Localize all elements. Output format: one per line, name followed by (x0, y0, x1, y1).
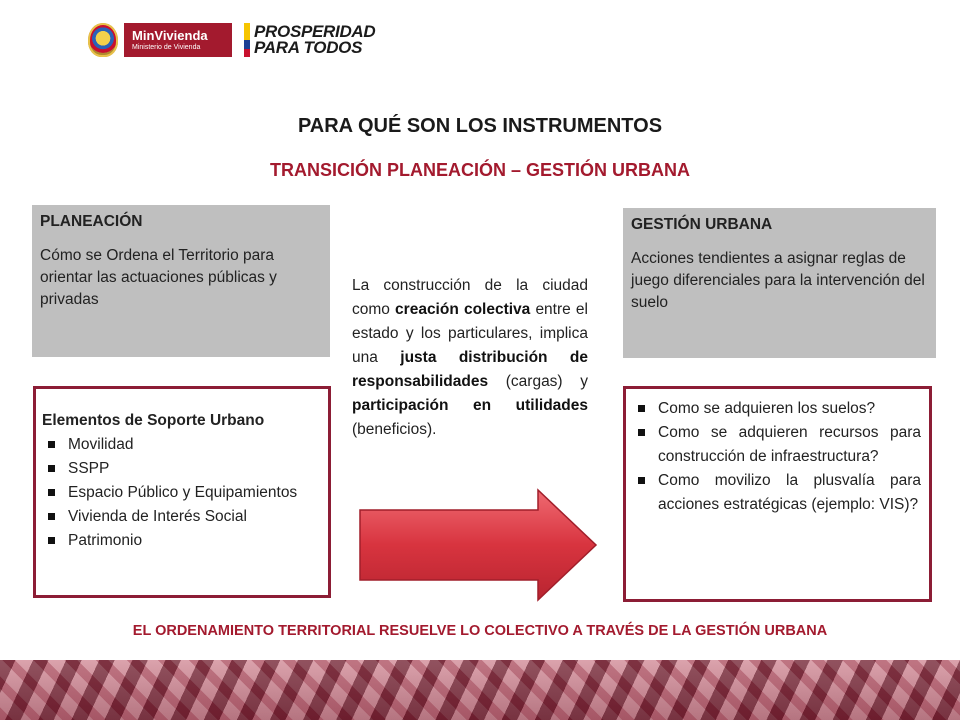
page-title: PARA QUÉ SON LOS INSTRUMENTOS (297, 115, 663, 137)
elementos-heading: Elementos de Soporte Urbano (42, 412, 265, 429)
list-item: Como se adquieren recursos para construcción de infraestructura? (632, 421, 921, 469)
center-bold-1: creación colectiva (395, 301, 531, 318)
page-subtitle: TRANSICIÓN PLANEACIÓN – GESTIÓN URBANA (269, 160, 691, 180)
list-item: Como movilizo la plusvalía para acciones estratégicas (ejemplo: VIS)? (632, 469, 921, 517)
center-bold-2: justa distribución de responsabilidades (352, 349, 589, 390)
slogan-line-2: PARA TODOS (254, 38, 363, 57)
flag-bar-icon (244, 23, 250, 57)
logo-subtitle: Ministerio de Vivienda (132, 43, 201, 51)
list-item: Patrimonio (42, 529, 320, 553)
gestion-box (623, 208, 936, 358)
center-text-1: La construcción de la ciudad como (352, 277, 588, 318)
planeacion-text: Cómo se Ordena el Territorio para orientar las actuaciones públicas y privadas (40, 247, 277, 308)
list-item: Espacio Público y Equipamientos (42, 481, 320, 505)
crowd-photo-banner (0, 660, 960, 720)
colombia-crest-icon (88, 23, 118, 57)
elementos-box (33, 386, 331, 598)
center-text-2: entre el estado y los particulares, implica una (352, 301, 588, 366)
list-item: Movilidad (42, 433, 320, 457)
prosperidad-logo (254, 24, 375, 56)
gestion-text: Acciones tendientes a asignar reglas de juego diferenciales para la intervención del suelo (631, 250, 925, 311)
preguntas-list (632, 397, 921, 517)
right-arrow-icon (358, 488, 600, 603)
preguntas-box (623, 386, 932, 602)
minvivienda-logo (124, 23, 232, 57)
planeacion-heading: PLANEACIÓN (40, 213, 143, 230)
center-bold-3: participación en utilidades (352, 397, 588, 414)
center-text-3: (cargas) y (488, 373, 588, 390)
slogan-line-1: PROSPERIDAD (254, 22, 376, 41)
gestion-heading: GESTIÓN URBANA (631, 216, 773, 233)
planeacion-box (32, 205, 330, 357)
center-paragraph (352, 274, 588, 442)
logo-name: MinVivienda (132, 27, 208, 43)
header-logos (88, 22, 375, 58)
elementos-list (42, 433, 320, 553)
center-text-4: (beneficios). (352, 421, 437, 438)
footer-statement: EL ORDENAMIENTO TERRITORIAL RESUELVE LO COLECTIVO A TRAVÉS DE LA GESTIÓN URBANA (132, 623, 828, 639)
list-item: Vivienda de Interés Social (42, 505, 320, 529)
list-item: SSPP (42, 457, 320, 481)
list-item: Como se adquieren los suelos? (632, 397, 921, 421)
